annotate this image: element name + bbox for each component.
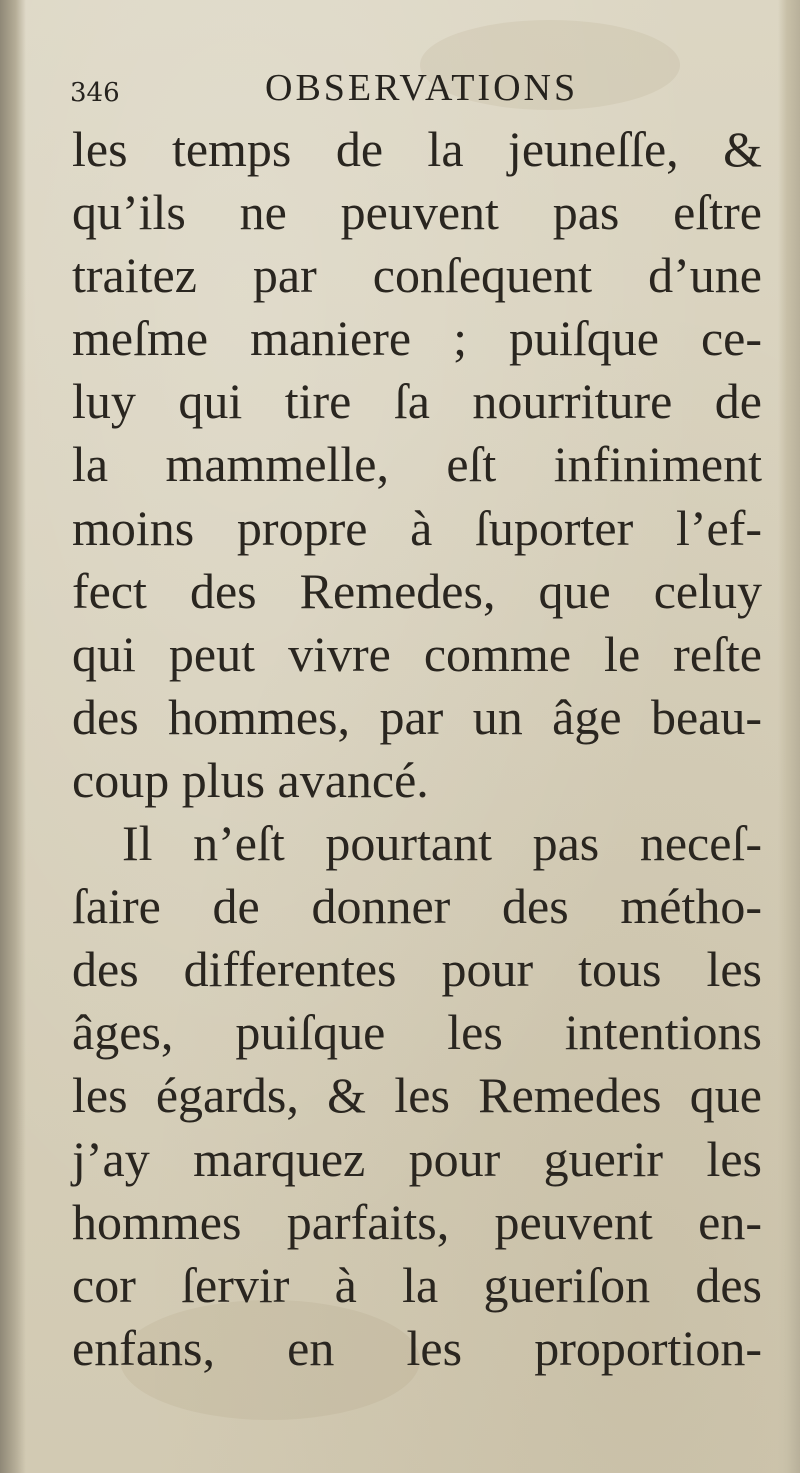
page-gutter-shadow <box>0 0 26 1473</box>
text-line-paragraph-end: coup plus avancé. <box>72 751 429 808</box>
page-edge-shadow <box>778 0 800 1473</box>
text-line: hommes parfaits, peuvent en- <box>72 1193 762 1250</box>
text-line: fect des Remedes, que celuy <box>72 562 762 619</box>
text-line: enfans, en les proportion- <box>72 1319 762 1376</box>
text-line: moins propre à ſuporter l’ef- <box>72 499 762 556</box>
text-line: traitez par conſequent d’une <box>72 247 762 304</box>
text-line: les égards, & les Remedes que <box>72 1067 762 1124</box>
body-text <box>72 118 762 1380</box>
text-line: ſaire de donner des métho- <box>72 878 762 935</box>
running-head <box>70 66 710 116</box>
running-head-title: OBSERVATIONS <box>265 67 579 109</box>
text-line: cor ſervir à la gueriſon des <box>72 1256 762 1313</box>
text-line: meſme maniere ; puiſque ce- <box>72 310 762 367</box>
text-line: luy qui tire ſa nourriture de <box>72 373 762 430</box>
text-line: qui peut vivre comme le reſte <box>72 625 762 682</box>
text-line: les temps de la jeuneſſe, & <box>72 121 762 177</box>
text-line: âges, puiſque les intentions <box>72 1004 762 1061</box>
text-line: des differentes pour tous les <box>72 941 762 998</box>
text-line: qu’ils ne peuvent pas eſtre <box>72 184 762 241</box>
text-line-paragraph-start: Il n’eſt pourtant pas neceſ- <box>122 815 762 872</box>
text-line: j’ay marquez pour guerir les <box>72 1130 762 1187</box>
text-line: la mammelle, eſt infiniment <box>72 436 762 493</box>
page-number: 346 <box>70 78 120 108</box>
text-line: des hommes, par un âge beau- <box>72 688 762 745</box>
